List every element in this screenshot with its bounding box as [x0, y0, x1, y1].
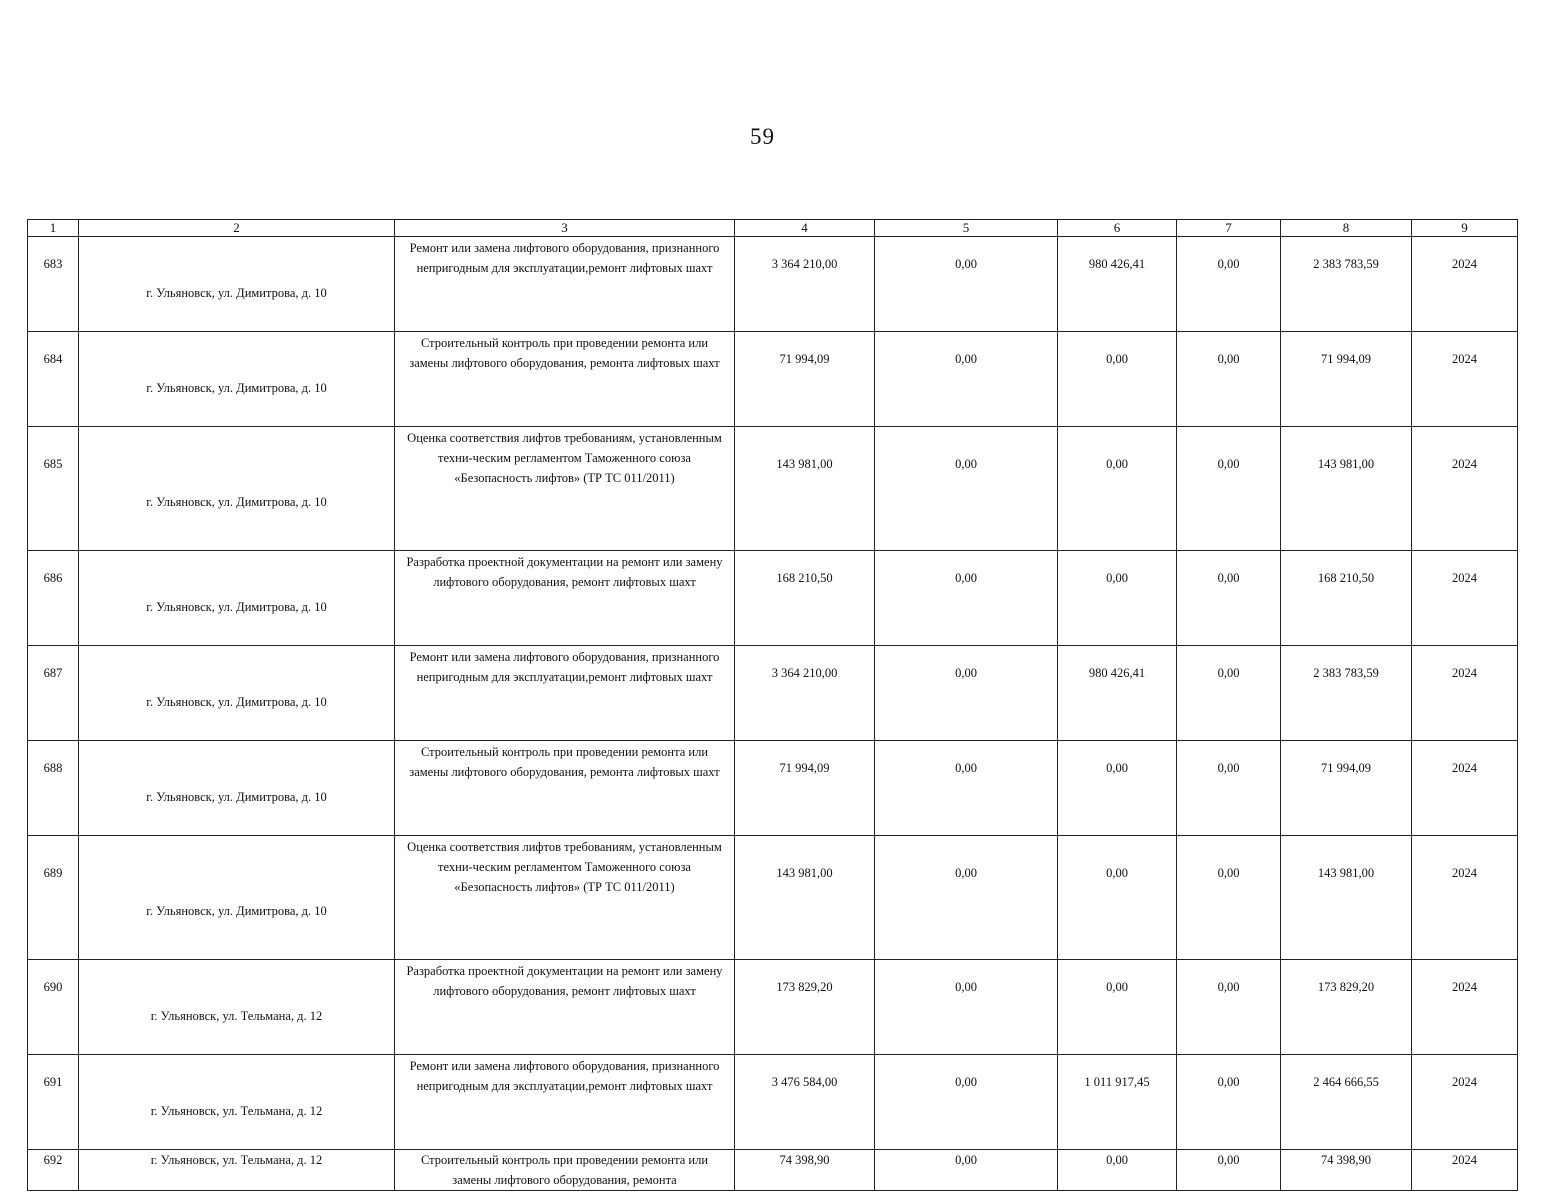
row-col5: 0,00 — [875, 427, 1058, 551]
table-row — [28, 836, 1518, 960]
row-col5: 0,00 — [875, 836, 1058, 960]
works-table — [27, 219, 1518, 1191]
row-work: Оценка соответствия лифтов требованиям, установленным техни-ческим регламентом Таможенного союза «Безопасность лифтов» (ТР ТС 011/2011) — [395, 427, 735, 551]
row-total-cost: 143 981,00 — [735, 427, 875, 551]
row-index: 688 — [28, 741, 79, 836]
row-col8: 2 383 783,59 — [1281, 237, 1412, 332]
row-col6: 0,00 — [1058, 1150, 1177, 1191]
row-col6: 0,00 — [1058, 741, 1177, 836]
row-year: 2024 — [1412, 551, 1518, 646]
row-col8: 71 994,09 — [1281, 332, 1412, 427]
col-header-3: 3 — [395, 220, 735, 237]
row-col7: 0,00 — [1177, 1055, 1281, 1150]
row-col7: 0,00 — [1177, 551, 1281, 646]
table-row — [28, 237, 1518, 332]
row-total-cost: 143 981,00 — [735, 836, 875, 960]
row-col7: 0,00 — [1177, 836, 1281, 960]
row-address: г. Ульяновск, ул. Димитрова, д. 10 — [79, 551, 395, 646]
col-header-7: 7 — [1177, 220, 1281, 237]
row-index: 690 — [28, 960, 79, 1055]
table-row — [28, 1055, 1518, 1150]
row-col5: 0,00 — [875, 1150, 1058, 1191]
row-index: 686 — [28, 551, 79, 646]
row-col7: 0,00 — [1177, 237, 1281, 332]
row-col6: 980 426,41 — [1058, 646, 1177, 741]
row-total-cost: 3 364 210,00 — [735, 646, 875, 741]
row-address: г. Ульяновск, ул. Димитрова, д. 10 — [79, 741, 395, 836]
row-col7: 0,00 — [1177, 741, 1281, 836]
row-col8: 143 981,00 — [1281, 836, 1412, 960]
row-work: Ремонт или замена лифтового оборудования, признанного непригодным для эксплуатации,ремонт лифтовых шахт — [395, 237, 735, 332]
col-header-4: 4 — [735, 220, 875, 237]
row-col6: 0,00 — [1058, 427, 1177, 551]
row-col5: 0,00 — [875, 551, 1058, 646]
row-index: 685 — [28, 427, 79, 551]
row-address: г. Ульяновск, ул. Димитрова, д. 10 — [79, 836, 395, 960]
row-address: г. Ульяновск, ул. Тельмана, д. 12 — [79, 1150, 395, 1191]
row-work: Строительный контроль при проведении ремонта или замены лифтового оборудования, ремонта лифтовых шахт — [395, 741, 735, 836]
col-header-6: 6 — [1058, 220, 1177, 237]
table-row — [28, 332, 1518, 427]
row-col7: 0,00 — [1177, 646, 1281, 741]
row-col5: 0,00 — [875, 646, 1058, 741]
row-address: г. Ульяновск, ул. Димитрова, д. 10 — [79, 646, 395, 741]
row-work: Разработка проектной документации на ремонт или замену лифтового оборудования, ремонт лифтовых шахт — [395, 551, 735, 646]
row-total-cost: 3 476 584,00 — [735, 1055, 875, 1150]
table-row — [28, 646, 1518, 741]
row-work: Строительный контроль при проведении ремонта или замены лифтового оборудования, ремонта — [395, 1150, 735, 1191]
col-header-9: 9 — [1412, 220, 1518, 237]
row-work: Строительный контроль при проведении ремонта или замены лифтового оборудования, ремонта лифтовых шахт — [395, 332, 735, 427]
row-total-cost: 71 994,09 — [735, 332, 875, 427]
row-col6: 0,00 — [1058, 836, 1177, 960]
row-col7: 0,00 — [1177, 427, 1281, 551]
row-col6: 0,00 — [1058, 960, 1177, 1055]
row-col8: 168 210,50 — [1281, 551, 1412, 646]
row-total-cost: 3 364 210,00 — [735, 237, 875, 332]
row-address: г. Ульяновск, ул. Димитрова, д. 10 — [79, 427, 395, 551]
row-index: 692 — [28, 1150, 79, 1191]
row-address: г. Ульяновск, ул. Димитрова, д. 10 — [79, 237, 395, 332]
row-index: 691 — [28, 1055, 79, 1150]
table-row — [28, 427, 1518, 551]
row-col8: 74 398,90 — [1281, 1150, 1412, 1191]
row-work: Оценка соответствия лифтов требованиям, установленным техни-ческим регламентом Таможенного союза «Безопасность лифтов» (ТР ТС 011/2011) — [395, 836, 735, 960]
table-row — [28, 1150, 1518, 1191]
row-total-cost: 74 398,90 — [735, 1150, 875, 1191]
row-col6: 0,00 — [1058, 551, 1177, 646]
row-col5: 0,00 — [875, 237, 1058, 332]
row-col6: 1 011 917,45 — [1058, 1055, 1177, 1150]
row-col5: 0,00 — [875, 741, 1058, 836]
row-total-cost: 168 210,50 — [735, 551, 875, 646]
row-col8: 2 464 666,55 — [1281, 1055, 1412, 1150]
row-total-cost: 71 994,09 — [735, 741, 875, 836]
row-col8: 71 994,09 — [1281, 741, 1412, 836]
row-year: 2024 — [1412, 237, 1518, 332]
row-year: 2024 — [1412, 960, 1518, 1055]
row-year: 2024 — [1412, 646, 1518, 741]
row-index: 683 — [28, 237, 79, 332]
row-col6: 0,00 — [1058, 332, 1177, 427]
row-index: 684 — [28, 332, 79, 427]
row-address: г. Ульяновск, ул. Тельмана, д. 12 — [79, 960, 395, 1055]
row-index: 689 — [28, 836, 79, 960]
row-col8: 2 383 783,59 — [1281, 646, 1412, 741]
row-year: 2024 — [1412, 836, 1518, 960]
row-index: 687 — [28, 646, 79, 741]
row-col5: 0,00 — [875, 1055, 1058, 1150]
row-year: 2024 — [1412, 427, 1518, 551]
row-work: Ремонт или замена лифтового оборудования, признанного непригодным для эксплуатации,ремонт лифтовых шахт — [395, 1055, 735, 1150]
row-address: г. Ульяновск, ул. Тельмана, д. 12 — [79, 1055, 395, 1150]
page-number: 59 — [750, 124, 775, 149]
row-year: 2024 — [1412, 332, 1518, 427]
row-col5: 0,00 — [875, 960, 1058, 1055]
row-col7: 0,00 — [1177, 960, 1281, 1055]
row-col8: 143 981,00 — [1281, 427, 1412, 551]
col-header-5: 5 — [875, 220, 1058, 237]
row-work: Разработка проектной документации на ремонт или замену лифтового оборудования, ремонт лифтовых шахт — [395, 960, 735, 1055]
header-row — [28, 220, 1518, 237]
row-col8: 173 829,20 — [1281, 960, 1412, 1055]
row-year: 2024 — [1412, 741, 1518, 836]
row-work: Ремонт или замена лифтового оборудования, признанного непригодным для эксплуатации,ремонт лифтовых шахт — [395, 646, 735, 741]
col-header-1: 1 — [28, 220, 79, 237]
row-col6: 980 426,41 — [1058, 237, 1177, 332]
row-col7: 0,00 — [1177, 332, 1281, 427]
row-year: 2024 — [1412, 1055, 1518, 1150]
table-row — [28, 551, 1518, 646]
row-total-cost: 173 829,20 — [735, 960, 875, 1055]
table-row — [28, 741, 1518, 836]
row-year: 2024 — [1412, 1150, 1518, 1191]
col-header-2: 2 — [79, 220, 395, 237]
table-row — [28, 960, 1518, 1055]
col-header-8: 8 — [1281, 220, 1412, 237]
row-col7: 0,00 — [1177, 1150, 1281, 1191]
row-address: г. Ульяновск, ул. Димитрова, д. 10 — [79, 332, 395, 427]
row-col5: 0,00 — [875, 332, 1058, 427]
